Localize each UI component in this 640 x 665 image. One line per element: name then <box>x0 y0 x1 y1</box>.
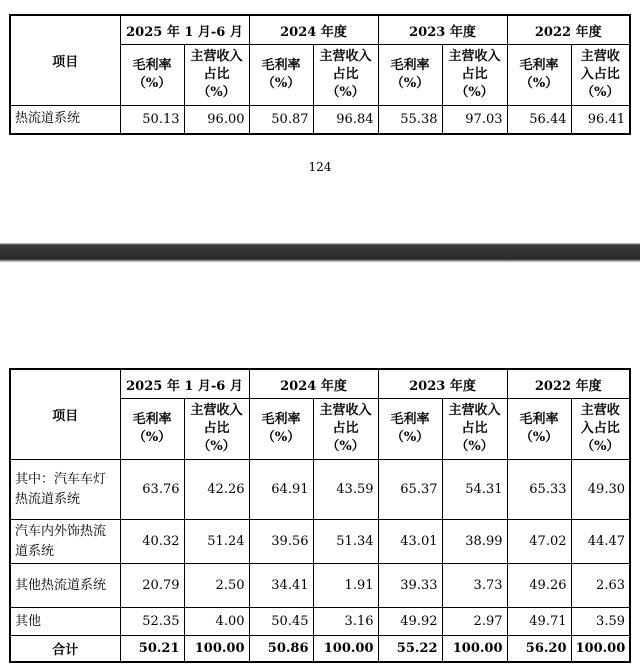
header-margin: 毛利率（%） <box>120 399 184 460</box>
cell-value: 50.21 <box>120 636 184 662</box>
cell-value: 42.26 <box>184 460 249 520</box>
cell-value: 20.79 <box>120 564 184 608</box>
cell-value: 63.76 <box>120 460 184 520</box>
cell-value: 3.16 <box>313 608 378 636</box>
cell-value: 51.24 <box>184 520 249 564</box>
header-period: 2024 年度 <box>249 15 378 45</box>
header-margin: 毛利率（%） <box>249 399 313 460</box>
page-separator <box>0 243 640 262</box>
cell-value: 39.56 <box>249 520 313 564</box>
cell-value: 97.03 <box>442 106 507 134</box>
cell-value: 34.41 <box>249 564 313 608</box>
cell-value: 65.37 <box>378 460 442 520</box>
cell-value: 50.86 <box>249 636 313 662</box>
header-share: 主营收入占比（%） <box>313 45 378 106</box>
cell-value: 55.38 <box>378 106 442 134</box>
row-name: 其他热流道系统 <box>10 564 120 608</box>
table-row <box>10 608 630 636</box>
header-period: 2024 年度 <box>249 369 378 399</box>
total-label: 合计 <box>10 636 120 662</box>
cell-value: 3.73 <box>442 564 507 608</box>
cell-value: 39.33 <box>378 564 442 608</box>
cell-value: 40.32 <box>120 520 184 564</box>
table-row <box>10 520 630 564</box>
cell-value: 52.35 <box>120 608 184 636</box>
header-share: 主营收入占比（%） <box>184 399 249 460</box>
header-period: 2025 年 1 月-6 月 <box>120 369 249 399</box>
row-name: 汽车内外饰热流道系统 <box>10 520 120 564</box>
document-page-upper <box>0 0 640 243</box>
cell-value: 38.99 <box>442 520 507 564</box>
cell-value: 49.30 <box>571 460 630 520</box>
cell-value: 54.31 <box>442 460 507 520</box>
cell-value: 43.59 <box>313 460 378 520</box>
header-margin: 毛利率（%） <box>378 45 442 106</box>
header-share: 主营收入占比（%） <box>184 45 249 106</box>
total-row <box>10 636 630 662</box>
cell-value: 2.97 <box>442 608 507 636</box>
cell-value: 96.41 <box>571 106 630 134</box>
document-page-lower <box>0 262 640 665</box>
cell-value: 50.87 <box>249 106 313 134</box>
cell-value: 100.00 <box>442 636 507 662</box>
header-margin: 毛利率（%） <box>507 45 571 106</box>
header-period: 2022 年度 <box>507 15 630 45</box>
header-share: 主营收入占比（%） <box>571 45 630 106</box>
header-share: 主营收入占比（%） <box>442 399 507 460</box>
cell-value: 64.91 <box>249 460 313 520</box>
cell-value: 43.01 <box>378 520 442 564</box>
row-name: 热流道系统 <box>10 106 120 134</box>
cell-value: 2.63 <box>571 564 630 608</box>
cell-value: 55.22 <box>378 636 442 662</box>
header-period: 2023 年度 <box>378 369 507 399</box>
gross-margin-table-upper <box>9 14 631 135</box>
header-margin: 毛利率（%） <box>120 45 184 106</box>
cell-value: 65.33 <box>507 460 571 520</box>
table-row <box>10 564 630 608</box>
header-period: 2023 年度 <box>378 15 507 45</box>
header-period: 2022 年度 <box>507 369 630 399</box>
row-name: 其他 <box>10 608 120 636</box>
table-row <box>10 106 630 134</box>
cell-value: 50.45 <box>249 608 313 636</box>
header-share: 主营收入占比（%） <box>571 399 630 460</box>
cell-value: 96.00 <box>184 106 249 134</box>
cell-value: 100.00 <box>571 636 630 662</box>
cell-value: 49.26 <box>507 564 571 608</box>
gross-margin-table-lower <box>9 368 631 663</box>
header-period: 2025 年 1 月-6 月 <box>120 15 249 45</box>
cell-value: 49.71 <box>507 608 571 636</box>
cell-value: 100.00 <box>184 636 249 662</box>
cell-value: 56.44 <box>507 106 571 134</box>
header-share: 主营收入占比（%） <box>313 399 378 460</box>
cell-value: 49.92 <box>378 608 442 636</box>
cell-value: 51.34 <box>313 520 378 564</box>
header-share: 主营收入占比（%） <box>442 45 507 106</box>
cell-value: 44.47 <box>571 520 630 564</box>
cell-value: 50.13 <box>120 106 184 134</box>
table-row <box>10 460 630 520</box>
header-margin: 毛利率（%） <box>249 45 313 106</box>
cell-value: 3.59 <box>571 608 630 636</box>
cell-value: 1.91 <box>313 564 378 608</box>
header-item: 项目 <box>10 15 120 106</box>
cell-value: 47.02 <box>507 520 571 564</box>
page-number: 124 <box>308 160 332 174</box>
cell-value: 100.00 <box>313 636 378 662</box>
cell-value: 2.50 <box>184 564 249 608</box>
header-margin: 毛利率（%） <box>378 399 442 460</box>
cell-value: 96.84 <box>313 106 378 134</box>
header-item: 项目 <box>10 369 120 460</box>
row-name: 其中：汽车车灯热流道系统 <box>10 460 120 520</box>
cell-value: 56.20 <box>507 636 571 662</box>
cell-value: 4.00 <box>184 608 249 636</box>
header-margin: 毛利率（%） <box>507 399 571 460</box>
